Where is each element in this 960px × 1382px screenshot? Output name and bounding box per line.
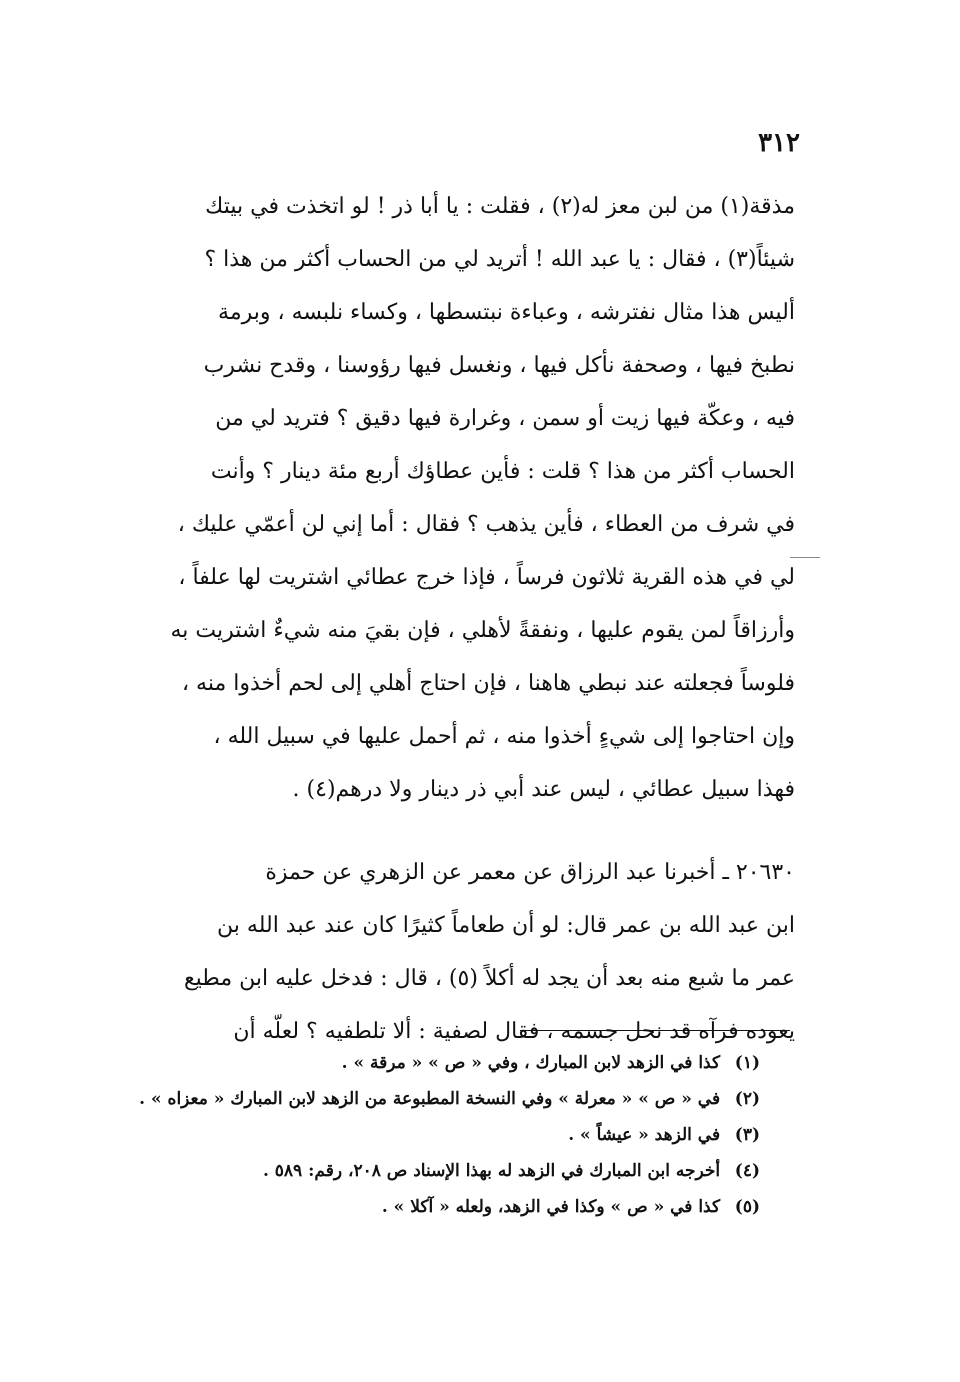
footnote-divider — [520, 1030, 790, 1031]
text-line: أليس هذا مثال نفترشه ، وعباءة نبتسطها ، وكساء نلبسه ، وبرمة — [218, 300, 795, 325]
footnote-text: في « ص » « معرلة » وفي النسخة المطبوعة من الزهد لابن المبارك « معزاه » . — [139, 1089, 721, 1109]
text-line: وإن احتاجوا إلى شيءٍ أخذوا منه ، ثم أحمل عليها في سبيل الله ، — [213, 724, 795, 749]
text-line: فهذا سبيل عطائي ، ليس عند أبي ذر دينار ولا درهم(٤) . — [292, 777, 795, 802]
paragraph-gap — [125, 816, 795, 846]
footnote-1 — [120, 1045, 760, 1081]
text-line: الحساب أكثر من هذا ؟ قلت : فأين عطاؤك أربع مئة دينار ؟ وأنت — [210, 459, 795, 484]
main-text — [125, 180, 795, 1058]
text-line: يعوده فرآه قد نحل جسمه ، فقال لصفية : ألا تلطفيه ؟ لعلّه أن — [233, 1019, 795, 1044]
footnote-5 — [120, 1189, 760, 1225]
footnote-number: (٢) — [734, 1089, 760, 1109]
page-number: ٣١٢ — [758, 128, 800, 158]
footnote-text: أخرجه ابن المبارك في الزهد له بهذا الإسناد ص ٢٠٨، رقم: ٥٨٩ . — [262, 1161, 721, 1181]
text-line: لي في هذه القرية ثلاثون فرساً ، فإذا خرج عطائي اشتريت لها علفاً ، — [178, 565, 795, 590]
paragraph-2 — [125, 846, 795, 1058]
footnote-2 — [120, 1081, 760, 1117]
footnote-text: كذا في الزهد لابن المبارك ، وفي « ص » « مرقة » . — [341, 1053, 721, 1073]
footnote-number: (٥) — [734, 1197, 760, 1217]
footnote-number: (١) — [734, 1053, 760, 1073]
footnote-number: (٤) — [734, 1161, 760, 1181]
footnote-text: كذا في « ص » وكذا في الزهد، ولعله « آكلا » . — [381, 1197, 721, 1217]
footnote-4 — [120, 1153, 760, 1189]
text-line: فلوساً فجعلته عند نبطي هاهنا ، فإن احتاج أهلي إلى لحم أخذوا منه ، — [181, 671, 795, 696]
footnote-3 — [120, 1117, 760, 1153]
text-line: ٢٠٦٣٠ ـ أخبرنا عبد الرزاق عن معمر عن الزهري عن حمزة — [265, 860, 795, 885]
text-line: شيئاً(٣) ، فقال : يا عبد الله ! أتريد لي من الحساب أكثر من هذا ؟ — [204, 247, 795, 272]
text-line: مذقة(١) من لبن معز له(٢) ، فقلت : يا أبا ذر ! لو اتخذت في بيتك — [205, 194, 795, 219]
text-line: فيه ، وعكّة فيها زيت أو سمن ، وغرارة فيها دقيق ؟ فتريد لي من — [215, 406, 795, 431]
paragraph-1 — [125, 180, 795, 816]
footnote-text: في الزهد « عيشاً » . — [568, 1125, 721, 1145]
footnote-number: (٣) — [734, 1125, 760, 1145]
text-line: نطبخ فيها ، وصحفة نأكل فيها ، ونغسل فيها رؤوسنا ، وقدح نشرب — [203, 353, 795, 378]
text-line: ابن عبد الله بن عمر قال: لو أن طعاماً كثيرًا كان عند عبد الله بن — [217, 913, 795, 938]
text-line: في شرف من العطاء ، فأين يذهب ؟ فقال : أما إني لن أعمّي عليك ، — [177, 512, 795, 537]
text-line: وأرزاقاً لمن يقوم عليها ، ونفقةً لأهلي ، فإن بقيَ منه شيءٌ اشتريت به — [170, 618, 795, 643]
text-line: عمر ما شبع منه بعد أن يجد له أكلاً (٥) ، قال : فدخل عليه ابن مطيع — [183, 966, 795, 991]
footnotes — [120, 1045, 760, 1225]
